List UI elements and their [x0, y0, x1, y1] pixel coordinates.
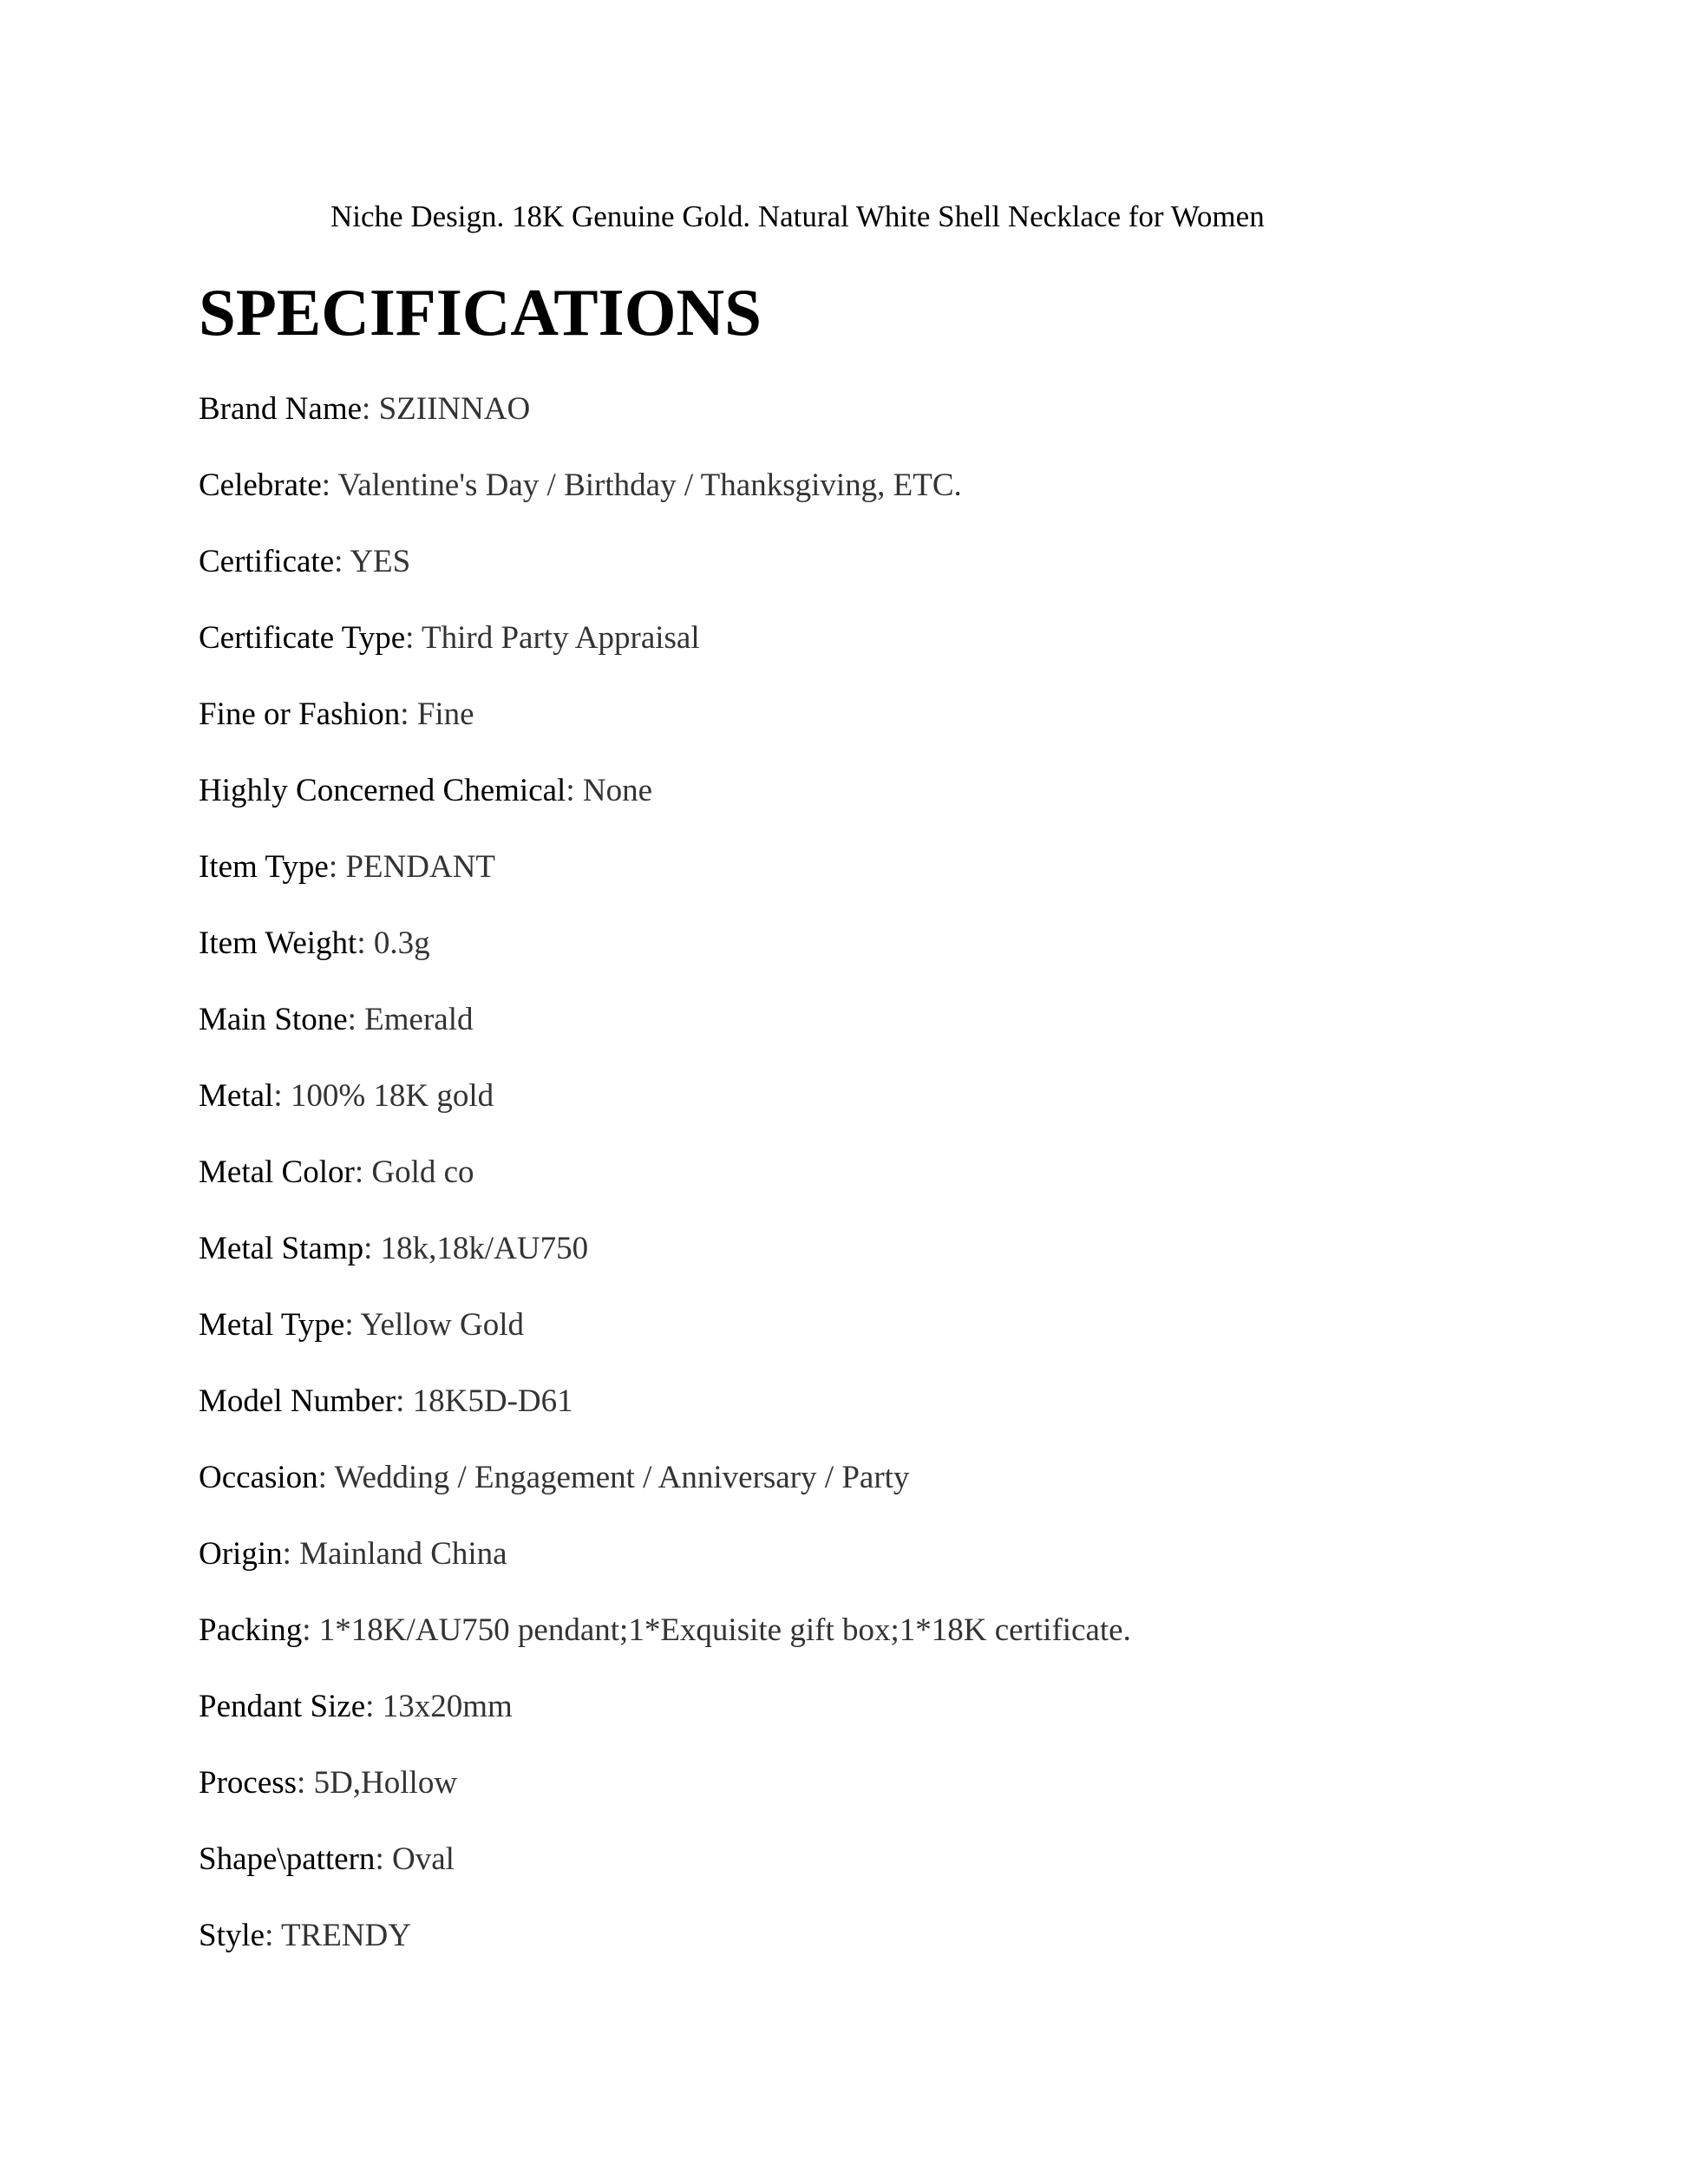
spec-key: Brand Name	[199, 391, 363, 427]
spec-key: Model Number	[199, 1383, 396, 1419]
spec-row-certificate	[199, 541, 1131, 618]
spec-separator: :	[282, 1536, 291, 1572]
spec-value: 0.3g	[373, 925, 430, 961]
spec-value: 13x20mm	[382, 1689, 513, 1724]
spec-row-fine-or-fashion	[199, 694, 1131, 770]
spec-separator: :	[365, 1689, 375, 1724]
spec-separator: :	[317, 1460, 327, 1495]
spec-key: Packing	[199, 1612, 303, 1648]
spec-separator: :	[566, 773, 575, 808]
spec-value: Yellow Gold	[360, 1307, 524, 1343]
spec-row-metal-type	[199, 1305, 1131, 1381]
spec-separator: :	[354, 1154, 364, 1190]
spec-separator: :	[347, 1002, 357, 1037]
spec-key: Celebrate	[199, 468, 322, 503]
spec-row-brand-name	[199, 389, 1131, 465]
spec-value: Third Party Appraisal	[422, 620, 700, 656]
spec-value: 5D,Hollow	[313, 1765, 458, 1801]
spec-row-model-number	[199, 1381, 1131, 1457]
spec-value: Gold co	[371, 1154, 474, 1190]
spec-row-main-stone	[199, 999, 1131, 1076]
spec-key: Fine or Fashion	[199, 696, 401, 732]
spec-value: Emerald	[364, 1002, 474, 1037]
spec-separator: :	[334, 544, 343, 579]
spec-key: Occasion	[199, 1460, 318, 1495]
spec-key: Main Stone	[199, 1002, 348, 1037]
spec-row-item-type	[199, 847, 1131, 923]
spec-value: Valentine's Day / Birthday / Thanksgiving, ETC.	[337, 468, 962, 503]
spec-separator: :	[328, 849, 338, 885]
spec-value: 18k,18k/AU750	[380, 1231, 589, 1266]
spec-separator: :	[302, 1612, 311, 1648]
spec-row-shape-pattern	[199, 1839, 1131, 1915]
spec-key: Highly Concerned Chemical	[199, 773, 566, 808]
spec-key: Metal Color	[199, 1154, 355, 1190]
spec-value: Mainland China	[299, 1536, 507, 1572]
spec-key: Certificate	[199, 544, 335, 579]
spec-row-celebrate	[199, 465, 1131, 541]
spec-row-packing	[199, 1610, 1131, 1686]
specifications-list	[199, 389, 1131, 1991]
spec-key: Metal Stamp	[199, 1231, 364, 1266]
document-title: Niche Design. 18K Genuine Gold. Natural White Shell Necklace for Women	[330, 199, 1265, 233]
spec-value: Fine	[416, 696, 474, 732]
spec-key: Style	[199, 1918, 265, 1953]
spec-key: Shape\pattern	[199, 1841, 376, 1877]
spec-separator: :	[297, 1765, 306, 1801]
spec-value: SZIINNAO	[378, 391, 531, 427]
spec-separator: :	[362, 391, 371, 427]
spec-row-origin	[199, 1533, 1131, 1610]
spec-separator: :	[265, 1918, 274, 1953]
spec-value: 100% 18K gold	[290, 1078, 494, 1114]
spec-row-certificate-type	[199, 618, 1131, 694]
spec-value: PENDANT	[345, 849, 496, 885]
spec-key: Item Type	[199, 849, 329, 885]
spec-separator: :	[405, 620, 415, 656]
spec-row-style	[199, 1915, 1131, 1991]
spec-separator: :	[375, 1841, 384, 1877]
spec-key: Pendant Size	[199, 1689, 366, 1724]
spec-value: 1*18K/AU750 pendant;1*Exquisite gift box;1*18K certificate.	[318, 1612, 1131, 1648]
spec-separator: :	[273, 1078, 283, 1114]
spec-key: Certificate Type	[199, 620, 406, 656]
spec-key: Origin	[199, 1536, 283, 1572]
spec-row-metal-color	[199, 1152, 1131, 1228]
spec-separator: :	[344, 1307, 354, 1343]
spec-key: Item Weight	[199, 925, 357, 961]
spec-separator: :	[357, 925, 366, 961]
spec-value: YES	[350, 544, 411, 579]
spec-row-highly-concerned-chemical	[199, 770, 1131, 847]
spec-separator: :	[396, 1383, 405, 1419]
spec-row-metal-stamp	[199, 1228, 1131, 1305]
spec-row-process	[199, 1762, 1131, 1839]
spec-value: 18K5D-D61	[412, 1383, 573, 1419]
spec-separator: :	[400, 696, 409, 732]
spec-key: Metal Type	[199, 1307, 345, 1343]
specifications-heading: SPECIFICATIONS	[199, 275, 762, 350]
spec-value: Oval	[391, 1841, 455, 1877]
spec-row-metal	[199, 1076, 1131, 1152]
spec-row-occasion	[199, 1457, 1131, 1533]
spec-value: None	[582, 773, 653, 808]
spec-key: Metal	[199, 1078, 274, 1114]
spec-separator: :	[363, 1231, 373, 1266]
spec-key: Process	[199, 1765, 298, 1801]
spec-row-pendant-size	[199, 1686, 1131, 1762]
spec-separator: :	[321, 468, 331, 503]
spec-value: TRENDY	[280, 1918, 411, 1953]
spec-value: Wedding / Engagement / Anniversary / Party	[334, 1460, 910, 1495]
spec-row-item-weight	[199, 923, 1131, 999]
